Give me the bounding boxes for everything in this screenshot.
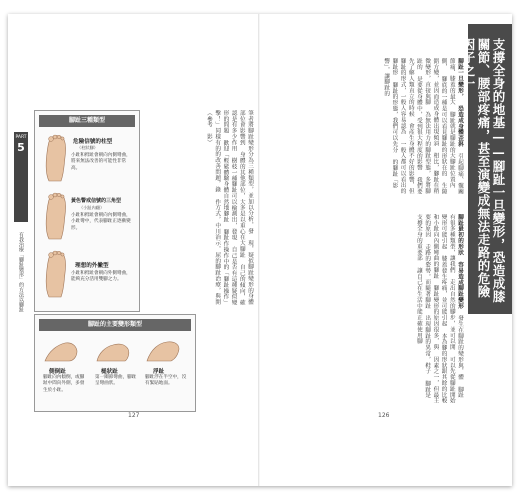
type-triangle-desc: 小趾和拇趾會朝向內側彎曲，小趾彎中，代表腳趾正逐漸變形。 <box>71 213 131 231</box>
foot-illustration-lateral <box>43 337 79 363</box>
chapter-title: 支撐全身的地基——腳趾一旦變形，恐造成膝關節、腰部疼痛，甚至演變成無法走路的危險因子之一 <box>461 38 506 303</box>
right-col-16: 可以先從腳趾開始變形可能引起 <box>440 214 455 404</box>
right-col-25: 讓自己在生活中能正確使用腳 <box>415 267 422 345</box>
right-col-13: 發生在腳趾的變形與，體 <box>457 315 463 381</box>
left-col-7: 腳趾作操作中的「腳趾操作」 <box>222 228 229 306</box>
page-number-left: 127 <box>128 412 140 419</box>
section-heading-1: 腳趾一旦變形， <box>457 58 463 100</box>
types-panel <box>34 110 140 312</box>
right-col-21: 因素之一，但最主要的原因 <box>424 214 439 404</box>
right-col-4: 相比，腳趾在稍微變形，直接與腳 <box>424 58 439 195</box>
foot-illustration-hammer <box>95 337 131 363</box>
right-col-19: 和小趾向內側彎曲的腳趾 <box>432 214 439 279</box>
right-col-15: 走出自然的腳步，並可以開 <box>448 279 455 351</box>
right-col-24: 腳趾是支撐全身的重要部 <box>415 214 431 399</box>
deform-floating-desc: 腳趾浮在半空中，沒有緊貼地面。 <box>145 375 187 387</box>
left-col-2: 身體的其他部位，大多是以重心在大腳趾 <box>238 151 245 258</box>
side-caption: 有我治療「腳趾變形」的方法以腳趾 <box>18 232 24 312</box>
left-col-6: 歡迎「輕鬆體驗身體自然地腳趾 <box>222 139 229 223</box>
part-label: PART <box>15 135 27 140</box>
foot-illustration-outward <box>43 249 69 299</box>
type-outward-name: 理想的外撇型 <box>75 263 109 269</box>
left-col-3: 自己的傾向，確認是有多少作用 <box>230 110 245 306</box>
type-pillar-sub: （柱狀腳） <box>77 145 98 150</box>
right-col-5: 為無法用力的腳趾型態，多將腳趾的 <box>415 58 431 195</box>
right-col-1: 腳趾就是腳趾的大腳趾位置內側， <box>440 58 455 189</box>
right-col-18: 本為腳的形狀跟其餘的比較 <box>440 332 447 404</box>
type-pillar-desc: 小趾和拇趾會朝向內側彎曲，將來無法改善的可能性非常高。 <box>71 153 131 171</box>
section-heading-2b: 容易造成腳趾變形 <box>457 261 463 309</box>
deform-hammer-name: 槌狀趾 <box>101 369 118 375</box>
type-pillar-name: 危險信號的柱型 <box>73 139 113 145</box>
right-col-14: 腳趾有很多種類型，讓我們 <box>448 214 463 399</box>
right-col-22: 走路的姿勢。而隨著腳趾 <box>424 243 431 309</box>
left-col-0: 筆者將腳趾變形分為三種類型，並加以分析，發 <box>247 110 253 234</box>
deform-floating-name: 浮趾 <box>153 369 165 375</box>
right-col-12: 的腳趾「影響」，讓腳趾的 <box>383 58 398 189</box>
foot-illustration-triangle <box>43 191 69 241</box>
type-triangle-name: 黃色警戒信號的三角型 <box>71 198 122 204</box>
right-body-lower <box>268 214 464 404</box>
right-page <box>260 14 512 486</box>
left-page <box>8 14 260 486</box>
left-col-9: 作方式，中川治示，屈的腳趾治療，與開 <box>214 198 221 306</box>
right-col-17: 膝蓋發生疼痛，並可能引起 <box>440 255 447 327</box>
chapter-title-block <box>461 24 512 314</box>
left-col-5: 自己是否有這種疑似變形的問題 <box>222 110 237 306</box>
right-col-20: 腳趾變形的原因很多，與 <box>432 285 439 351</box>
book-spread <box>8 14 512 486</box>
right-col-9: 腳趾的形式，一般人容易認為 <box>399 58 406 135</box>
left-col-4: 樹枝一種腳趾可以檢測出，發現 <box>230 157 237 241</box>
deform-lateral-desc: 腳趾向內傾倒，或腳趾中間向外側，多發生於小趾。 <box>43 375 85 393</box>
part-number: 5 <box>17 141 25 154</box>
right-col-23: 出現腳趾的異常，鞋子 <box>424 315 431 375</box>
right-col-3: 生隙錯方變，並因而造成身體出現傾斜 <box>432 58 447 195</box>
deform-hammer-desc: 第一關節彎曲，腳趾呈彎曲狀。 <box>95 375 137 387</box>
page-number-right: 126 <box>378 412 390 419</box>
foot-illustration-floating <box>145 337 181 363</box>
right-col-10: 一般人都可以看出的腳趾形 <box>391 58 406 195</box>
section-heading-1b: 恐造成身體歪斜 <box>457 105 463 147</box>
section-heading-2: 腳趾最初的形狀 <box>457 214 463 256</box>
right-col-6: 是要從身體中，受到很大程度的影響 <box>415 76 422 171</box>
left-col-10: （參考 影） <box>205 110 212 146</box>
right-col-0: 引起腳痛、髖關節痛、膝蓋的最大 <box>448 58 463 195</box>
part-tab <box>14 132 28 222</box>
left-col-8: 擊！」同樣有的的改善問題，錄 <box>214 110 221 193</box>
right-col-7: 我們要先了解人類直立的時候 <box>407 58 422 195</box>
deform-panel-title: 腳趾的主要變形類型 <box>39 319 191 331</box>
type-triangle-sub: （小趾內翻） <box>79 205 105 210</box>
left-body-text <box>146 110 254 310</box>
right-body-upper <box>268 58 464 196</box>
right-col-8: 會產生身體不好的影響，但 <box>407 123 414 195</box>
right-col-11: 腳趾的形態，我們可以先分 <box>391 82 398 153</box>
types-panel-title: 腳趾三種類型 <box>39 115 135 127</box>
left-col-1: 現，疑似腳趾變形的身體部位會影響到 <box>238 110 253 306</box>
type-outward-desc: 小趾和拇趾會朝向外側彎曲，能夠充分活用雙腳之力。 <box>71 271 131 283</box>
deform-lateral-name: 側倒趾 <box>49 369 66 375</box>
right-col-2: 腳底的一種是可以看見腳趾的形狀在的 <box>440 76 447 177</box>
foot-illustration-pillar <box>43 133 69 183</box>
deform-panel <box>34 314 196 412</box>
